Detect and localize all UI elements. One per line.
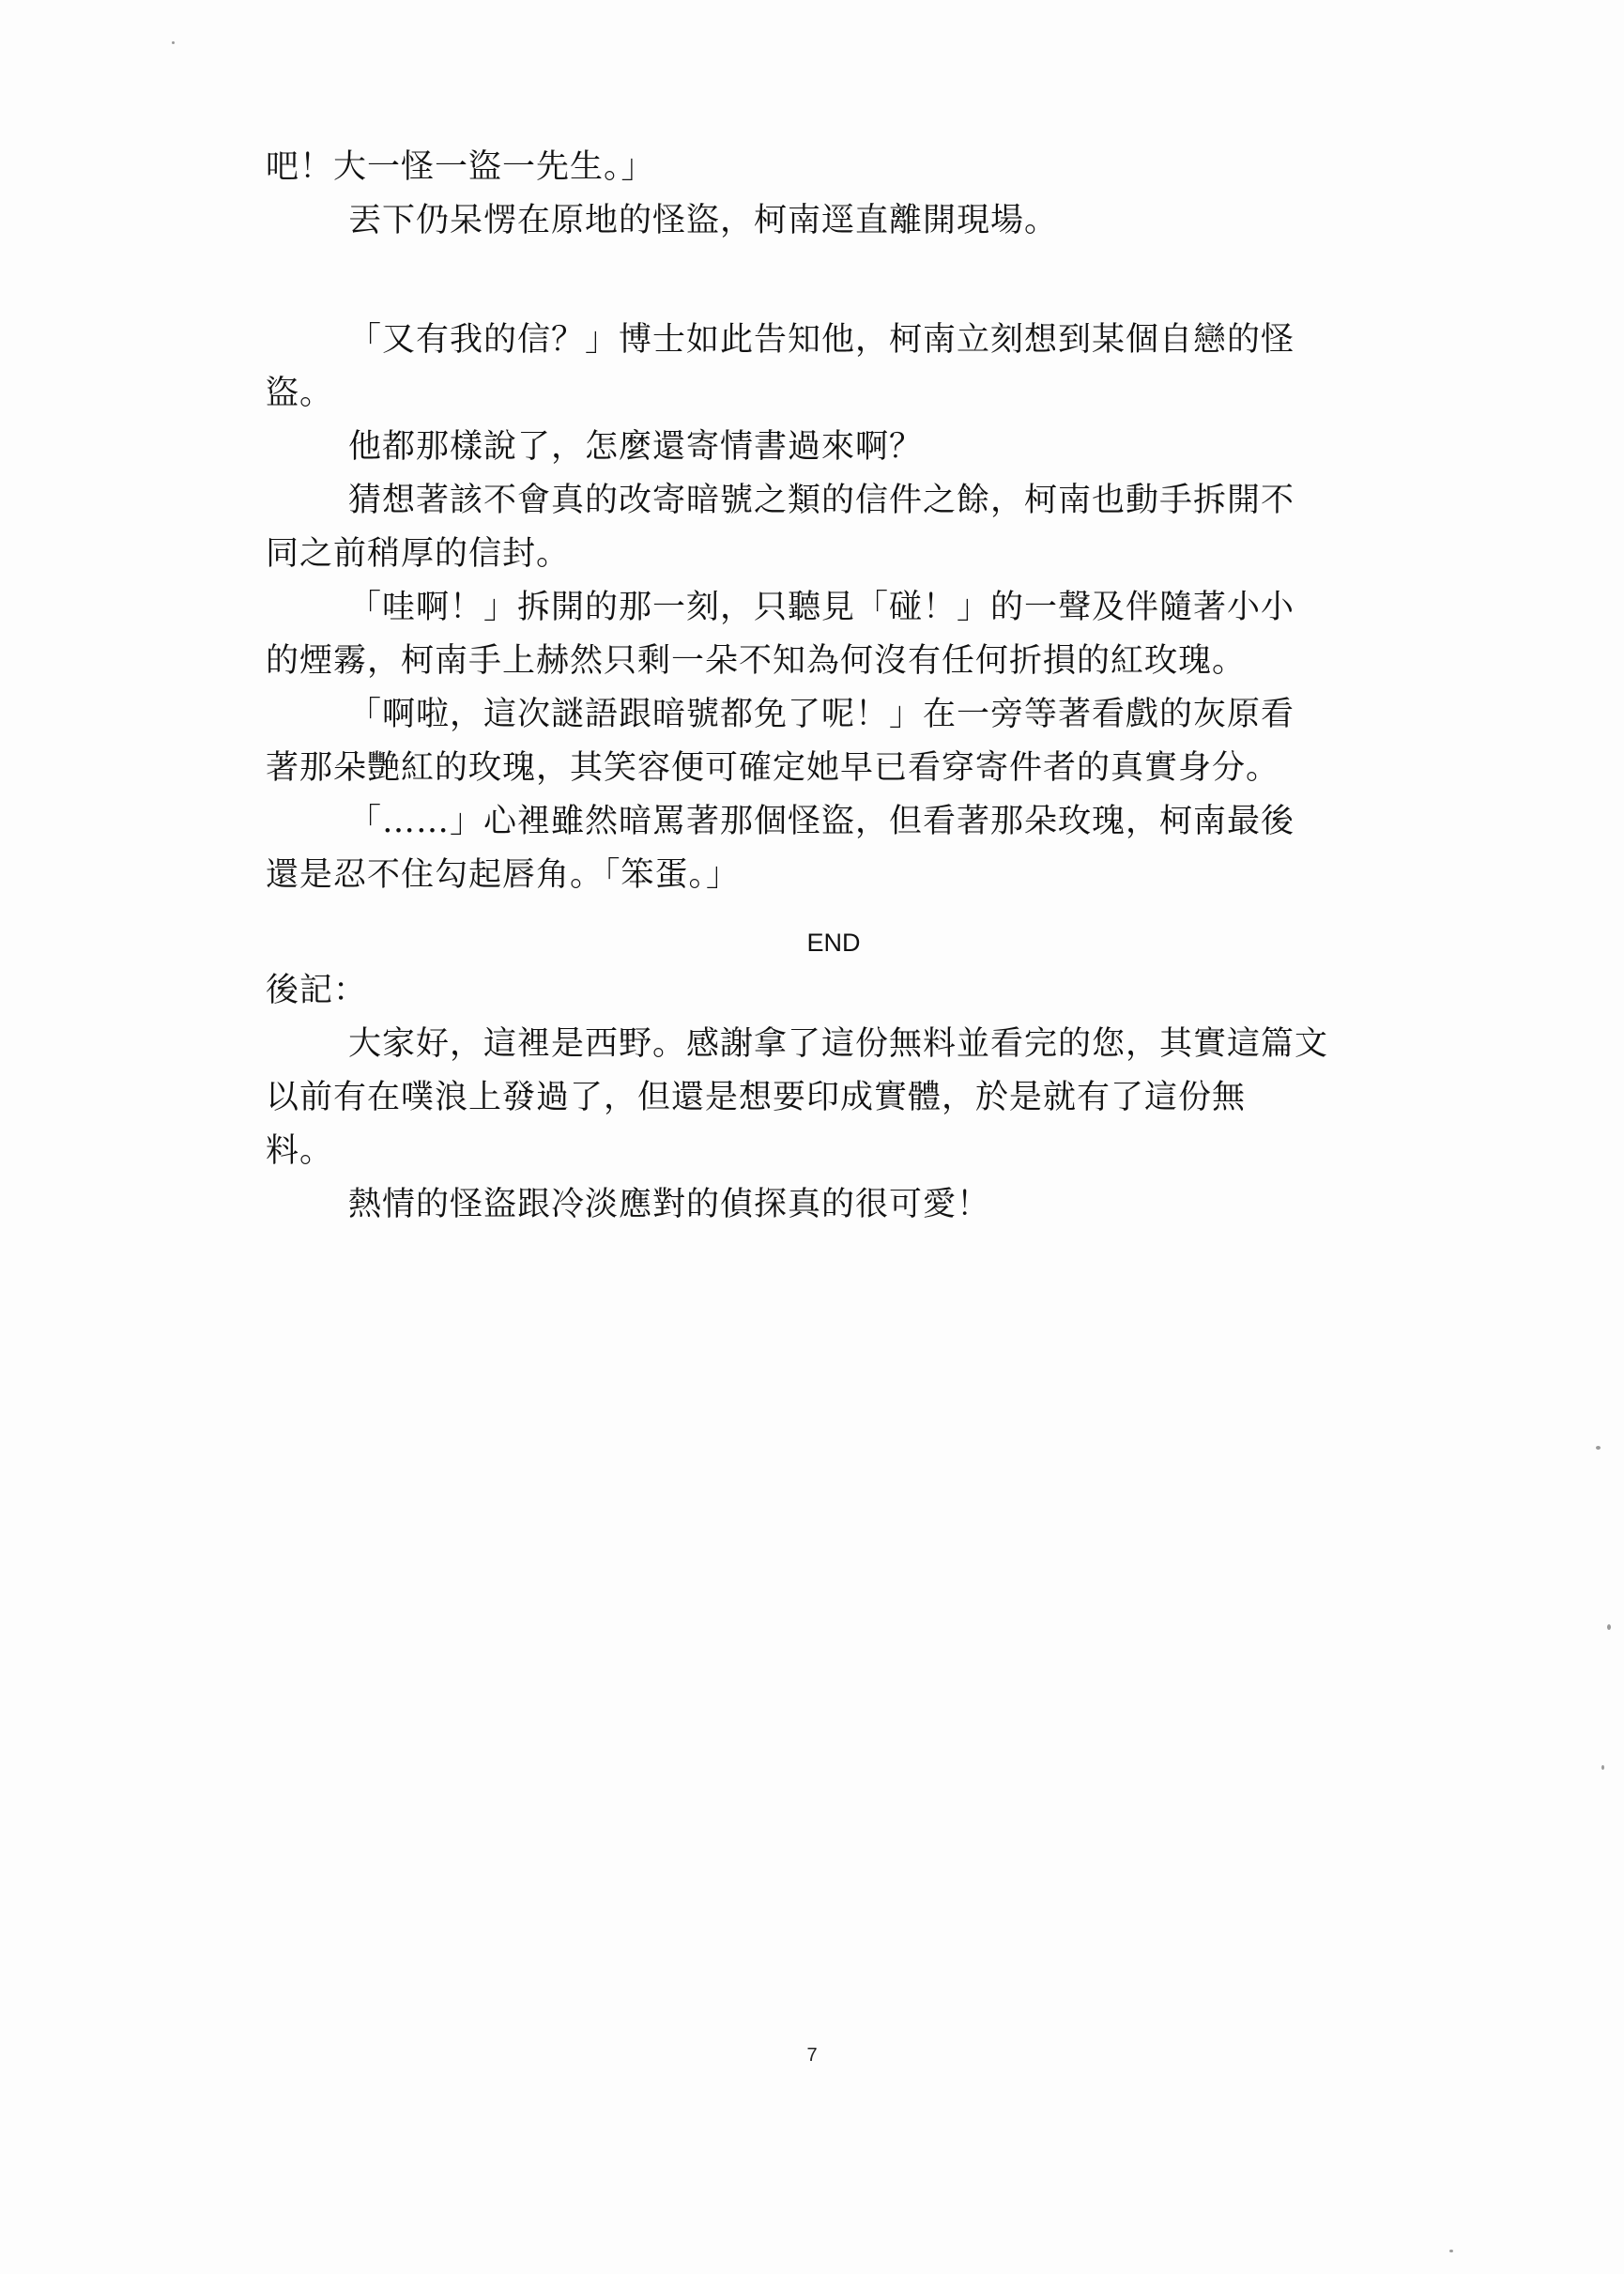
text-line: 吧！大一怪一盜一先生。」 xyxy=(266,148,655,186)
text-line: 著那朵艷紅的玫瑰，其笑容便可確定她早已看穿寄件者的真實身分。 xyxy=(266,749,1280,787)
text-line: 的煙霧，柯南手上赫然只剩一朵不知為何沒有任何折損的紅玫瑰。 xyxy=(266,642,1247,680)
text-line: 以前有在噗浪上發過了，但還是想要印成實體，於是就有了這份無 xyxy=(266,1079,1247,1116)
text-line: 「又有我的信？」博士如此告知他，柯南立刻想到某個自戀的怪 xyxy=(348,321,1295,359)
scan-speck xyxy=(1596,1446,1601,1450)
text-line: 「哇啊！」拆開的那一刻，只聽見「碰！」的一聲及伴隨著小小 xyxy=(348,589,1295,626)
text-line: 「……」心裡雖然暗罵著那個怪盜，但看著那朵玫瑰，柯南最後 xyxy=(348,803,1295,840)
text-line: 料。 xyxy=(266,1132,334,1170)
scan-speck xyxy=(1449,2250,1453,2252)
text-line: 丟下仍呆愣在原地的怪盜，柯南逕直離開現場。 xyxy=(348,202,1059,239)
body-text xyxy=(266,141,1402,1232)
page-number: 7 xyxy=(806,2045,818,2066)
text-line: 他都那樣說了，怎麼還寄情書過來啊？ xyxy=(348,428,924,466)
text-line: 「啊啦，這次謎語跟暗號都免了呢！」在一旁等著看戲的灰原看 xyxy=(348,696,1295,733)
text-line: 大家好，這裡是西野。感謝拿了這份無料並看完的您，其實這篇文 xyxy=(348,1025,1329,1063)
end-mark: END xyxy=(806,929,861,957)
afterword-heading: 後記： xyxy=(266,972,368,1009)
text-line: 熱情的怪盜跟冷淡應對的偵探真的很可愛！ xyxy=(348,1186,991,1223)
text-line: 還是忍不住勾起唇角。「笨蛋。」 xyxy=(266,856,741,894)
text-line: 猜想著該不會真的改寄暗號之類的信件之餘，柯南也動手拆開不 xyxy=(348,482,1295,519)
text-line: 盜。 xyxy=(266,375,334,412)
text-line: 同之前稍厚的信封。 xyxy=(266,535,571,573)
scan-speck xyxy=(1607,1624,1611,1630)
scan-speck xyxy=(1601,1765,1604,1770)
scan-speck xyxy=(172,41,175,44)
